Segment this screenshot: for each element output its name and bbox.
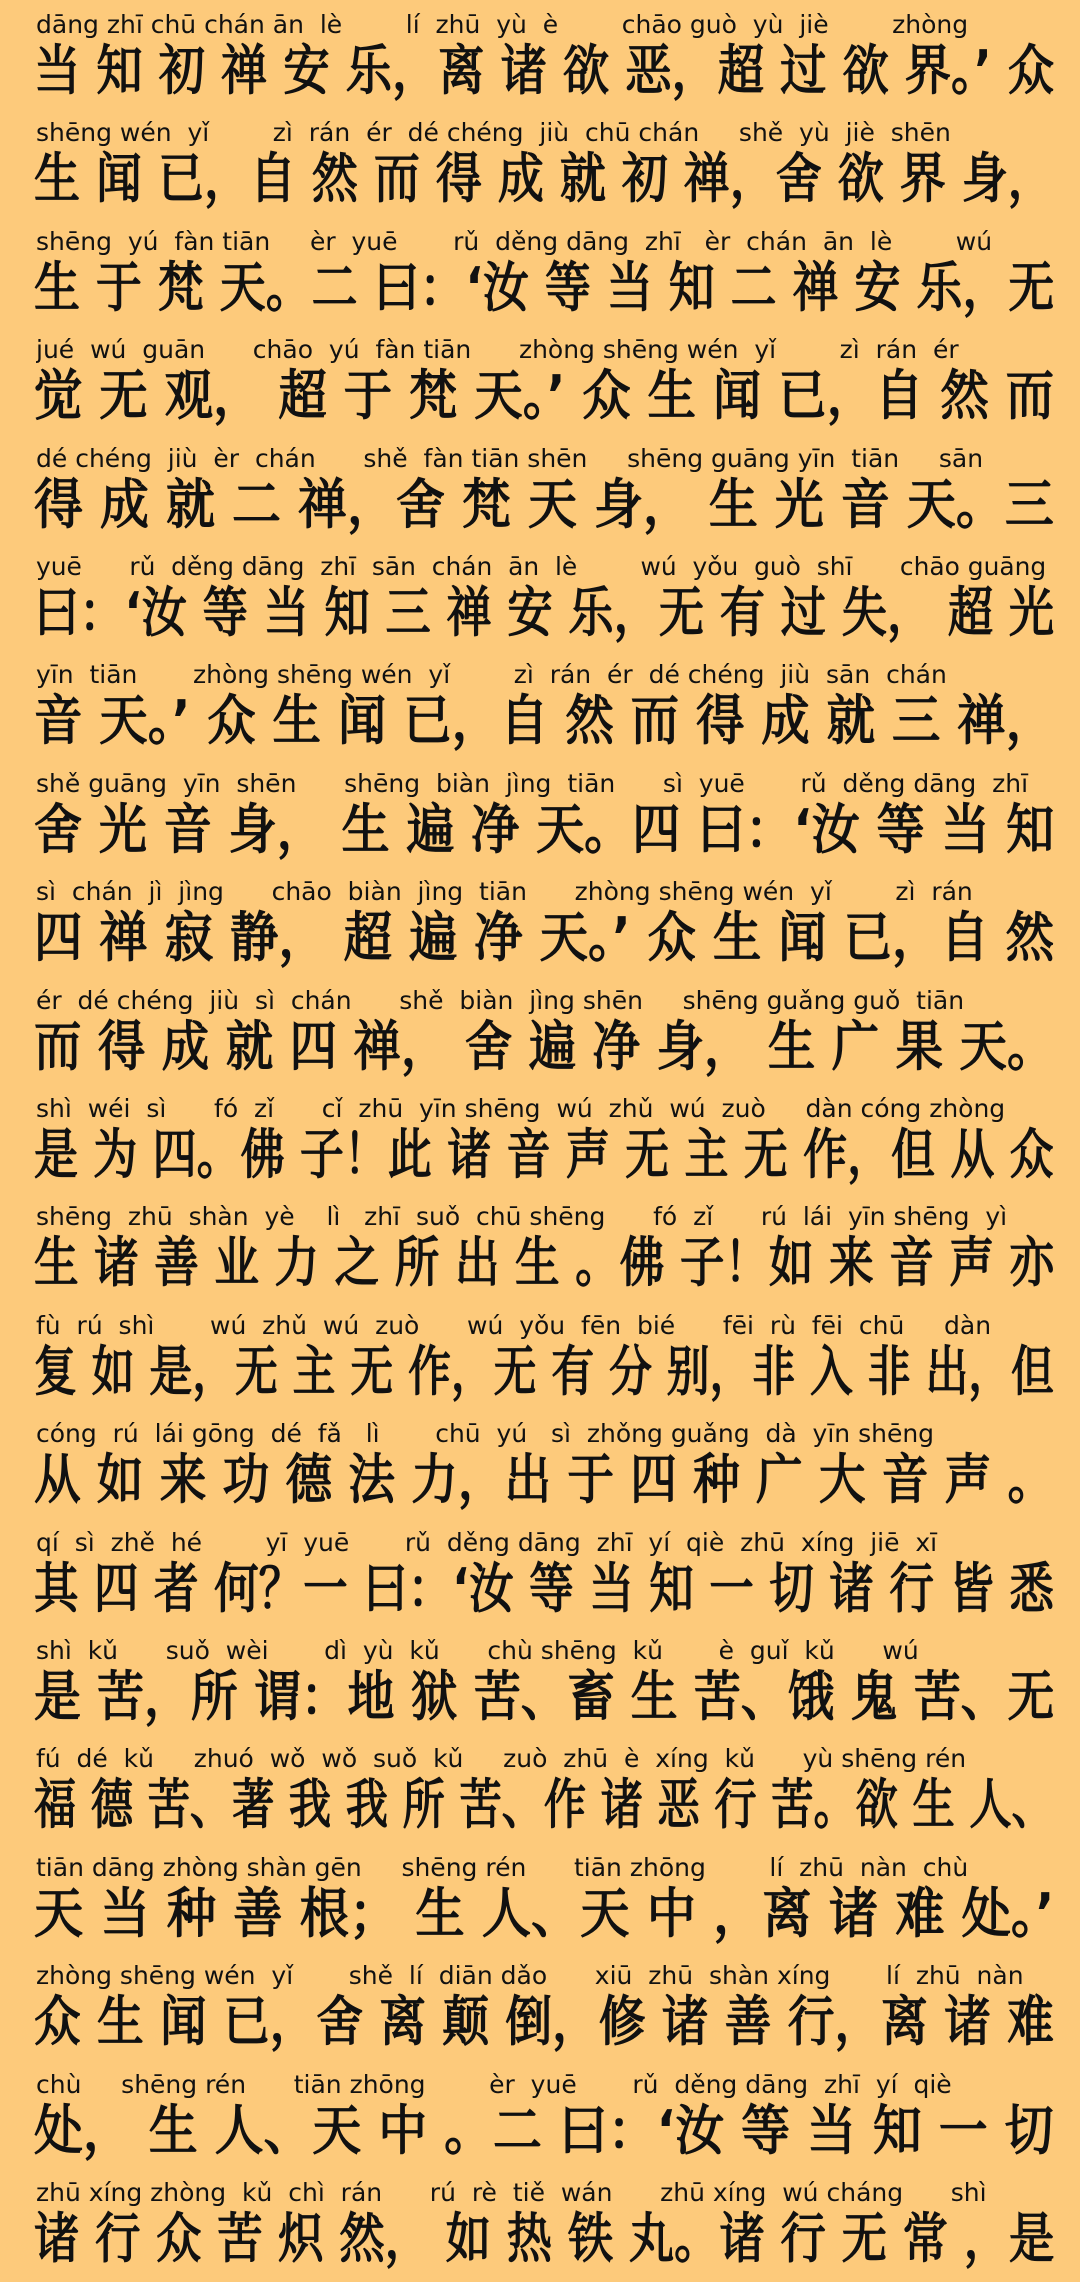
pinyin-line: ér dé chéng jiù sì chán shě biàn jìng shēn shēng guǎng guǒ tiān	[36, 985, 965, 1015]
text-line	[0, 767, 1080, 871]
pinyin-line: dé chéng jiù èr chán shě fàn tiān shēn shēng guāng yīn tiān sān	[36, 443, 984, 473]
pinyin-line: shě guāng yīn shēn shēng biàn jìng tiān sì yuē rǔ děng dāng zhī	[36, 768, 1029, 798]
hanzi-line: 生 闻 已，自 然 而 得 成 就 初 禅，舍 欲 界 身，	[34, 147, 1054, 211]
hanzi-line: 生 诸 善 业 力 之 所 出 生 。佛 子！如 来 音 声 亦	[34, 1231, 1055, 1295]
pinyin-line: shì kǔ suǒ wèi dì yù kǔ chù shēng kǔ è guǐ kǔ wú	[36, 1636, 919, 1665]
hanzi-line: 生 于 梵 天。二 曰：‘汝 等 当 知 二 禅 安 乐，无	[34, 255, 1055, 319]
text-line	[0, 225, 1080, 329]
pinyin-line: yuē rǔ děng dāng zhī sān chán ān lè wú yǒu guò shī chāo guāng	[36, 552, 1047, 581]
text-line	[0, 1634, 1080, 1738]
text-line	[0, 1742, 1080, 1846]
text-line	[0, 1092, 1080, 1196]
hanzi-line: 众 生 闻 已，舍 离 颠 倒，修 诸 善 行，离 诸 难	[34, 1990, 1054, 2054]
text-line	[0, 2176, 1080, 2280]
hanzi-line: 曰：‘汝 等 当 知 三 禅 安 乐，无 有 过 失， 超 光	[34, 581, 1055, 644]
hanzi-line: 天 当 种 善 根； 生 人、天 中 ，离 诸 难 处。’	[34, 1881, 1055, 1945]
text-line	[0, 1200, 1080, 1304]
pinyin-line: dāng zhī chū chán ān lè lí zhū yù è chāo guò yù jiè zhòng	[36, 10, 969, 39]
hanzi-line: 是 为 四。佛 子！此 诸 音 声 无 主 无 作，但 从 众	[34, 1123, 1054, 1186]
text-line	[0, 1526, 1080, 1630]
pinyin-line: shēng zhū shàn yè lì zhī suǒ chū shēng fó zǐ rú lái yīn shēng yì	[36, 1202, 1008, 1232]
text-line	[0, 658, 1080, 762]
hanzi-line: 觉 无 观， 超 于 梵 天。’ 众 生 闻 已，自 然 而	[34, 364, 1055, 428]
pinyin-line: fú dé kǔ zhuó wǒ wǒ suǒ kǔ zuò zhū è xíng kǔ yù shēng rén	[36, 1744, 967, 1774]
pinyin-line: tiān dāng zhòng shàn gēn shēng rén tiān zhōng lí zhū nàn chù	[36, 1852, 969, 1882]
hanzi-line: 得 成 就 二 禅，舍 梵 天 身， 生 光 音 天。三	[34, 472, 1054, 536]
pinyin-line: shēng wén yǐ zì rán ér dé chéng jiù chū chán shě yù jiè shēn	[36, 118, 951, 148]
hanzi-line: 福 德 苦、著 我 我 所 苦、作 诸 恶 行 苦。欲 生 人、	[34, 1773, 1054, 1837]
pinyin-line: zhū xíng zhòng kǔ chì rán rú rè tiě wán zhū xíng wú cháng shì	[36, 2178, 987, 2207]
hanzi-line: 复 如 是，无 主 无 作，无 有 分 别，非 入 非 出，但	[34, 1339, 1054, 1403]
hanzi-line: 而 得 成 就 四 禅， 舍 遍 净 身， 生 广 果 天。	[34, 1014, 1055, 1078]
text-line	[0, 550, 1080, 654]
pinyin-line: zhòng shēng wén yǐ shě lí diān dǎo xiū zhū shàn xíng lí zhū nàn	[36, 1961, 1024, 1991]
pinyin-line: jué wú guān chāo yú fàn tiān zhòng shēng wén yǐ zì rán ér	[36, 335, 959, 365]
pinyin-line: sì chán jì jìng chāo biàn jìng tiān zhòng shēng wén yǐ zì rán	[36, 877, 973, 907]
hanzi-line: 舍 光 音 身， 生 遍 净 天。四 曰：‘汝 等 当 知	[34, 797, 1055, 861]
text-line	[0, 116, 1080, 220]
pinyin-line: fù rú shì wú zhǔ wú zuò wú yǒu fēn bié fēi rù fēi chū dàn	[36, 1310, 992, 1340]
text-line	[0, 1851, 1080, 1955]
pinyin-line: cóng rú lái gōng dé fǎ lì chū yú sì zhǒng guǎng dà yīn shēng	[36, 1419, 935, 1449]
text-line	[0, 1417, 1080, 1521]
text-line	[0, 1309, 1080, 1413]
text-line	[0, 875, 1080, 979]
pinyin-line: chù shēng rén tiān zhōng èr yuē rǔ děng dāng zhī yí qiè	[36, 2069, 952, 2099]
text-line	[0, 333, 1080, 437]
hanzi-line: 四 禅 寂 静， 超 遍 净 天。’ 众 生 闻 已，自 然	[34, 906, 1055, 970]
hanzi-line: 处， 生 人、天 中 。二 曰：‘汝 等 当 知 一 切	[34, 2098, 1054, 2162]
pinyin-line: yīn tiān zhòng shēng wén yǐ zì rán ér dé chéng jiù sān chán	[36, 660, 947, 690]
hanzi-line: 其 四 者 何？一 曰：‘汝 等 当 知 一 切 诸 行 皆 悉	[34, 1556, 1054, 1620]
text-line	[0, 984, 1080, 1088]
pinyin-line: qí sì zhě hé yī yuē rǔ děng dāng zhī yí qiè zhū xíng jiē xī	[36, 1527, 938, 1557]
text-line	[0, 2068, 1080, 2172]
text-line	[0, 1959, 1080, 2063]
pinyin-line: shēng yú fàn tiān èr yuē rǔ děng dāng zhī èr chán ān lè wú	[36, 226, 993, 256]
text-line	[0, 8, 1080, 112]
text-line	[0, 442, 1080, 546]
hanzi-line: 音 天。’ 众 生 闻 已，自 然 而 得 成 就 三 禅，	[34, 689, 1055, 753]
hanzi-line: 当 知 初 禅 安 乐，离 诸 欲 恶，超 过 欲 界。’ 众	[34, 39, 1055, 102]
pinyin-line: shì wéi sì fó zǐ cǐ zhū yīn shēng wú zhǔ wú zuò dàn cóng zhòng	[36, 1094, 1006, 1123]
hanzi-line: 诸 行 众 苦 炽 然， 如 热 铁 丸。诸 行 无 常 ，是	[34, 2207, 1055, 2270]
hanzi-line: 从 如 来 功 德 法 力，出 于 四 种 广 大 音 声 。	[34, 1448, 1055, 1512]
hanzi-line: 是 苦，所 谓：地 狱 苦、畜 生 苦、饿 鬼 苦、无	[34, 1665, 1055, 1728]
